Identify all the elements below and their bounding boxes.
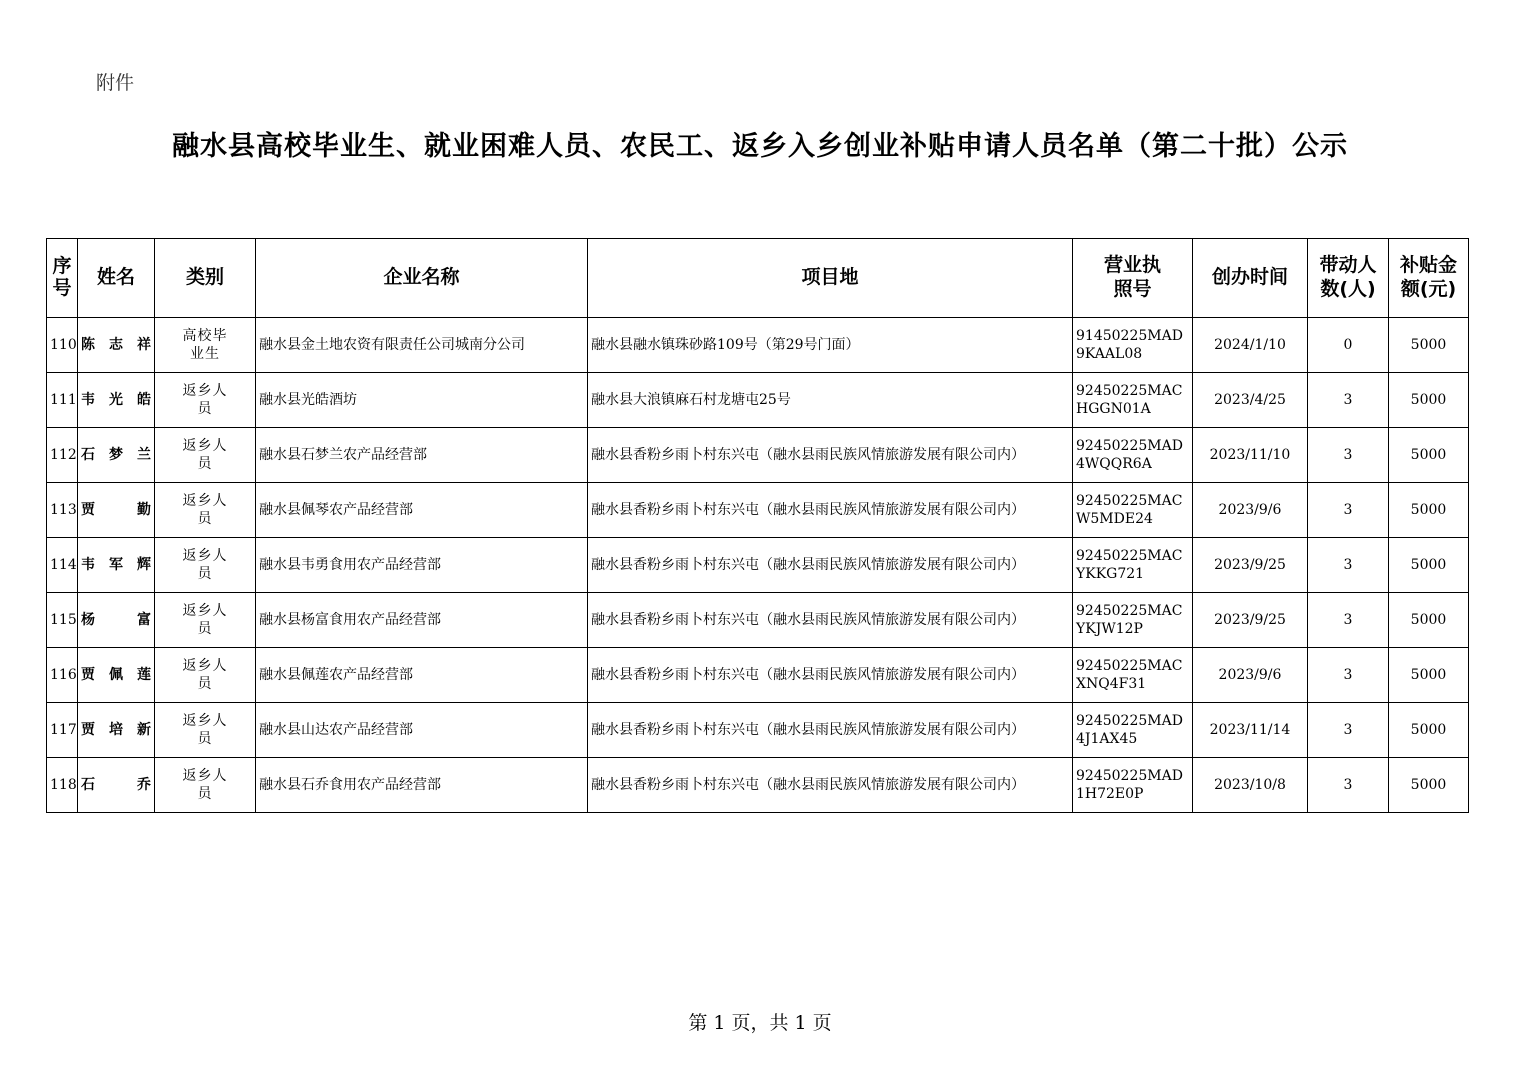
- row-seq: 116: [47, 648, 78, 703]
- header-license: [1073, 239, 1193, 318]
- row-subsidy: 5000: [1389, 318, 1469, 373]
- row-category: [155, 483, 256, 538]
- row-name: 贾勤: [78, 483, 155, 538]
- page-footer: 第 1 页，共 1 页: [688, 1012, 832, 1034]
- row-date: 2024/1/10: [1193, 318, 1308, 373]
- row-license: 92450225MACHGGN01A: [1073, 373, 1193, 428]
- row-date: 2023/9/6: [1193, 648, 1308, 703]
- row-subsidy: 5000: [1389, 538, 1469, 593]
- row-date: 2023/4/25: [1193, 373, 1308, 428]
- row-employees: 3: [1308, 703, 1389, 758]
- attachment-label: 附件: [96, 72, 135, 94]
- row-date: 2023/10/8: [1193, 758, 1308, 813]
- row-seq: 118: [47, 758, 78, 813]
- row-category-label: 返乡人员: [182, 437, 228, 472]
- table-row: [47, 483, 1469, 538]
- row-name: 陈志祥: [78, 318, 155, 373]
- row-seq: 114: [47, 538, 78, 593]
- row-company: 融水县韦勇食用农产品经营部: [256, 538, 588, 593]
- row-employees: 3: [1308, 373, 1389, 428]
- row-date: 2023/11/14: [1193, 703, 1308, 758]
- table-row: [47, 538, 1469, 593]
- row-company: 融水县佩莲农产品经营部: [256, 648, 588, 703]
- table-row: [47, 428, 1469, 483]
- row-category: [155, 758, 256, 813]
- row-license: 92450225MAD4J1AX45: [1073, 703, 1193, 758]
- table-row: [47, 318, 1469, 373]
- row-category-label: 返乡人员: [182, 382, 228, 417]
- table-row: [47, 758, 1469, 813]
- row-company: 融水县光皓酒坊: [256, 373, 588, 428]
- table-row: [47, 593, 1469, 648]
- row-location: 融水县香粉乡雨卜村东兴屯（融水县雨民族风情旅游发展有限公司内）: [588, 703, 1073, 758]
- header-location: 项目地: [588, 239, 1073, 318]
- row-employees: 3: [1308, 648, 1389, 703]
- header-employees: 带动人数(人): [1308, 239, 1389, 318]
- header-company: 企业名称: [256, 239, 588, 318]
- row-location: 融水县融水镇珠砂路109号（第29号门面）: [588, 318, 1073, 373]
- row-category-label: 返乡人员: [182, 712, 228, 747]
- row-employees: 3: [1308, 428, 1389, 483]
- row-subsidy: 5000: [1389, 593, 1469, 648]
- row-date: 2023/9/6: [1193, 483, 1308, 538]
- header-date: 创办时间: [1193, 239, 1308, 318]
- row-category: [155, 428, 256, 483]
- row-license: 92450225MAD1H72E0P: [1073, 758, 1193, 813]
- row-category-label: 返乡人员: [182, 602, 228, 637]
- row-subsidy: 5000: [1389, 373, 1469, 428]
- header-name: 姓名: [78, 239, 155, 318]
- row-subsidy: 5000: [1389, 648, 1469, 703]
- row-date: 2023/11/10: [1193, 428, 1308, 483]
- row-employees: 3: [1308, 483, 1389, 538]
- row-subsidy: 5000: [1389, 758, 1469, 813]
- table-header-row: [47, 239, 1469, 318]
- row-seq: 115: [47, 593, 78, 648]
- header-license-label: 营业执照号: [1103, 254, 1161, 300]
- row-name: 贾培新: [78, 703, 155, 758]
- header-category: 类别: [155, 239, 256, 318]
- row-category: [155, 648, 256, 703]
- row-name: 韦军辉: [78, 538, 155, 593]
- row-seq: 111: [47, 373, 78, 428]
- row-category-label: 返乡人员: [182, 547, 228, 582]
- row-company: 融水县山达农产品经营部: [256, 703, 588, 758]
- header-subsidy: 补贴金额(元): [1389, 239, 1469, 318]
- page-title: 融水县高校毕业生、就业困难人员、农民工、返乡入乡创业补贴申请人员名单（第二十批）公示: [172, 131, 1348, 162]
- row-location: 融水县香粉乡雨卜村东兴屯（融水县雨民族风情旅游发展有限公司内）: [588, 538, 1073, 593]
- row-seq: 110: [47, 318, 78, 373]
- table-row: [47, 648, 1469, 703]
- row-company: 融水县石乔食用农产品经营部: [256, 758, 588, 813]
- row-seq: 117: [47, 703, 78, 758]
- subsidy-applicants-table: [46, 238, 1469, 813]
- row-employees: 3: [1308, 758, 1389, 813]
- row-location: 融水县香粉乡雨卜村东兴屯（融水县雨民族风情旅游发展有限公司内）: [588, 428, 1073, 483]
- row-date: 2023/9/25: [1193, 593, 1308, 648]
- header-seq-label: 序号: [52, 254, 72, 299]
- row-company: 融水县金土地农资有限责任公司城南分公司: [256, 318, 588, 373]
- row-license: 92450225MAD4WQQR6A: [1073, 428, 1193, 483]
- row-license: 92450225MACXNQ4F31: [1073, 648, 1193, 703]
- table-row: [47, 703, 1469, 758]
- row-location: 融水县香粉乡雨卜村东兴屯（融水县雨民族风情旅游发展有限公司内）: [588, 758, 1073, 813]
- row-category-label: 返乡人员: [182, 657, 228, 692]
- row-company: 融水县佩琴农产品经营部: [256, 483, 588, 538]
- row-category-label: 高校毕业生: [182, 327, 228, 362]
- row-name: 韦光皓: [78, 373, 155, 428]
- row-employees: 3: [1308, 538, 1389, 593]
- row-subsidy: 5000: [1389, 428, 1469, 483]
- row-name: 石梦兰: [78, 428, 155, 483]
- row-date: 2023/9/25: [1193, 538, 1308, 593]
- row-license: 91450225MAD9KAAL08: [1073, 318, 1193, 373]
- row-seq: 112: [47, 428, 78, 483]
- row-name: 杨富: [78, 593, 155, 648]
- row-subsidy: 5000: [1389, 703, 1469, 758]
- header-seq: [47, 239, 78, 318]
- row-category: [155, 593, 256, 648]
- row-category-label: 返乡人员: [182, 492, 228, 527]
- row-license: 92450225MACYKKG721: [1073, 538, 1193, 593]
- table-row: [47, 373, 1469, 428]
- row-category: [155, 373, 256, 428]
- row-category-label: 返乡人员: [182, 767, 228, 802]
- row-name: 贾佩莲: [78, 648, 155, 703]
- row-category: [155, 318, 256, 373]
- row-license: 92450225MACYKJW12P: [1073, 593, 1193, 648]
- row-category: [155, 703, 256, 758]
- row-license: 92450225MACW5MDE24: [1073, 483, 1193, 538]
- row-company: 融水县杨富食用农产品经营部: [256, 593, 588, 648]
- row-employees: 0: [1308, 318, 1389, 373]
- row-location: 融水县大浪镇麻石村龙塘屯25号: [588, 373, 1073, 428]
- row-subsidy: 5000: [1389, 483, 1469, 538]
- row-company: 融水县石梦兰农产品经营部: [256, 428, 588, 483]
- row-category: [155, 538, 256, 593]
- row-name: 石乔: [78, 758, 155, 813]
- row-location: 融水县香粉乡雨卜村东兴屯（融水县雨民族风情旅游发展有限公司内）: [588, 593, 1073, 648]
- row-location: 融水县香粉乡雨卜村东兴屯（融水县雨民族风情旅游发展有限公司内）: [588, 648, 1073, 703]
- row-employees: 3: [1308, 593, 1389, 648]
- row-seq: 113: [47, 483, 78, 538]
- row-location: 融水县香粉乡雨卜村东兴屯（融水县雨民族风情旅游发展有限公司内）: [588, 483, 1073, 538]
